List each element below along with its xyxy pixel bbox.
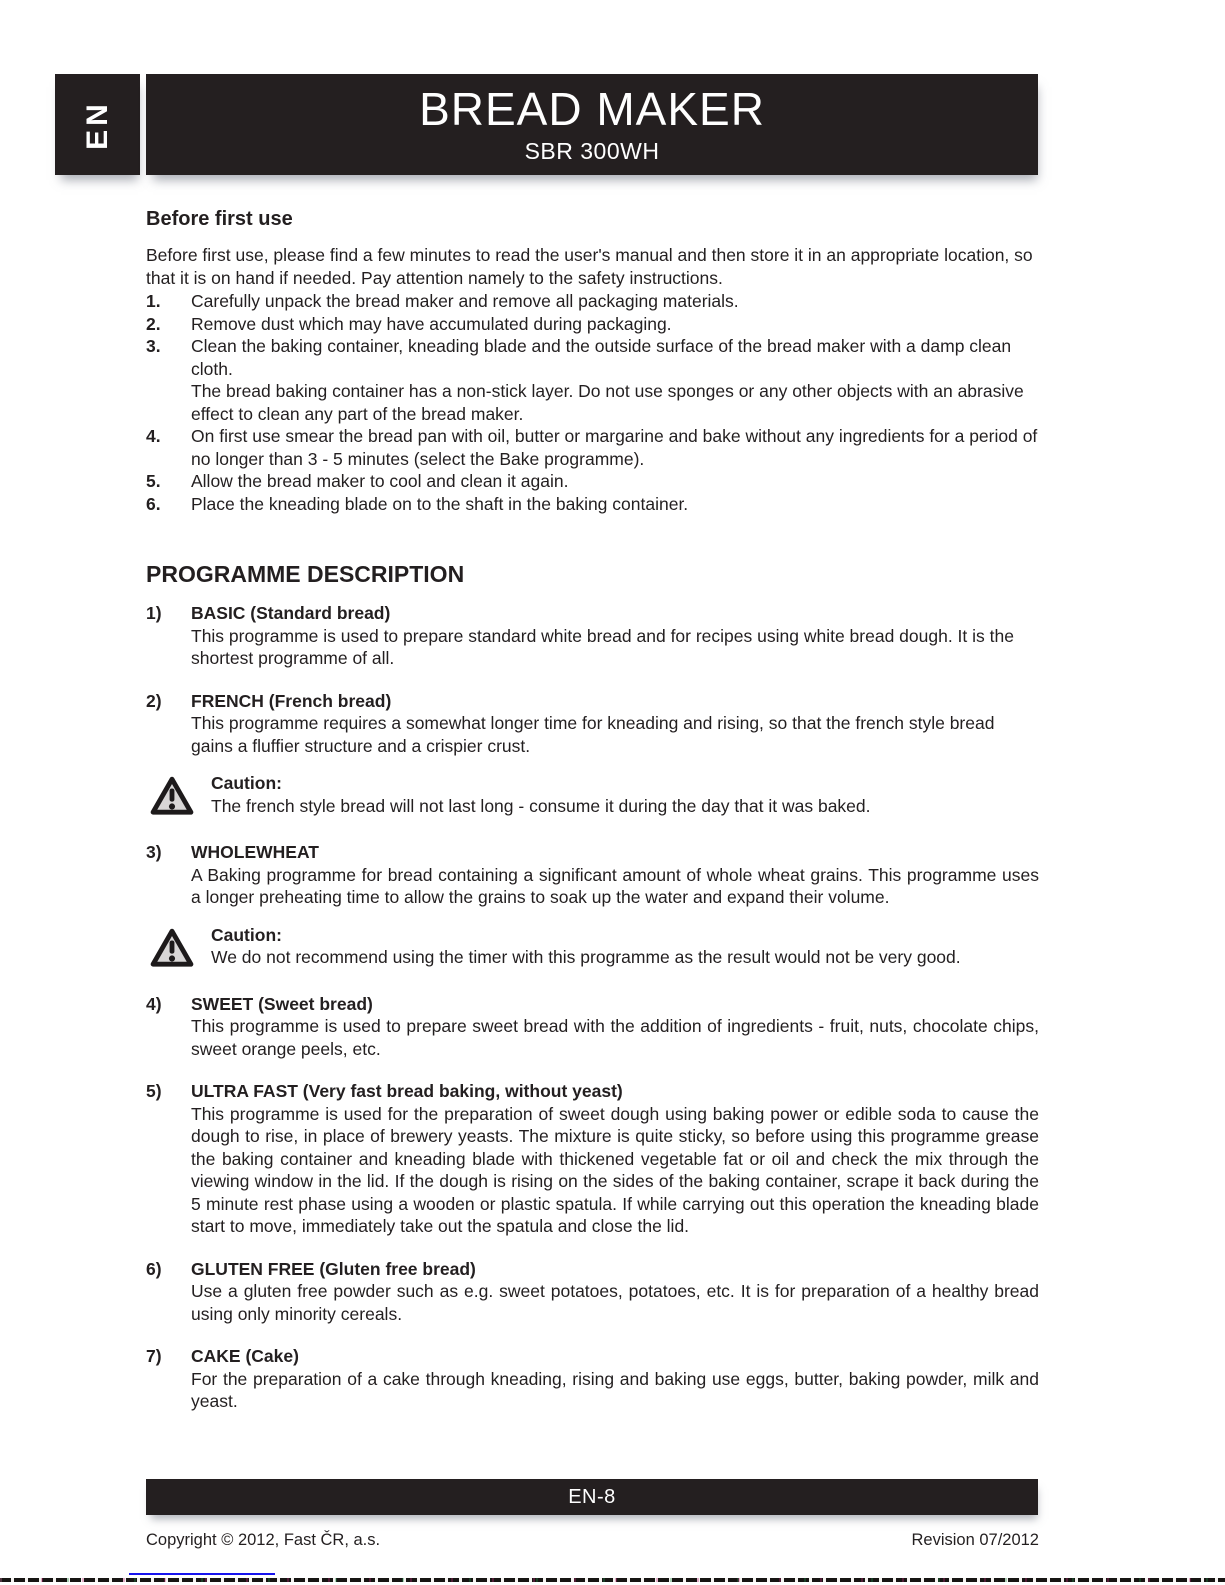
programme-title: BASIC (Standard bread)	[191, 603, 391, 623]
step-item	[146, 335, 1039, 425]
section-heading-programme-description: PROGRAMME DESCRIPTION	[146, 561, 465, 587]
step-item	[146, 425, 1039, 470]
programme-title: SWEET (Sweet bread)	[191, 993, 373, 1014]
caution-block	[150, 772, 1039, 817]
section-heading-before-first-use: Before first use	[146, 208, 293, 230]
programme-number: 6)	[146, 1258, 162, 1279]
step-item	[146, 290, 1039, 313]
programme-title: ULTRA FAST (Very fast bread baking, without yeast)	[191, 1081, 623, 1101]
step-number: 6.	[146, 493, 161, 514]
footer-meta-row	[146, 1531, 1039, 1550]
programme-number: 5)	[146, 1081, 162, 1101]
step-text: Place the kneading blade on to the shaft in the baking container.	[191, 493, 689, 514]
page-content	[146, 200, 1039, 1413]
programme-description: This programme is used for the preparation of sweet dough using baking power or edible soda to cause the dough to rise, in place of brewery yeasts. The mixture is quite sticky, so before using this programme grease the baking container and kneading blade with thickened vegetable fat or oil and check the mix through the viewing window in the lid. If the dough is rising on the sides of the baking container, scrape it back during the 5 minute rest phase using a wooden or plastic spatula. If while carrying out this operation the kneading blade start to move, immediately take out the spatula and close the lid.	[191, 1103, 1039, 1236]
language-tab	[55, 74, 140, 175]
programme-item	[146, 1080, 1039, 1238]
step-number: 5.	[146, 471, 161, 491]
step-number: 1.	[146, 291, 161, 311]
caution-label: Caution:	[211, 773, 282, 793]
caution-label: Caution:	[211, 924, 282, 945]
programme-number: 3)	[146, 842, 162, 862]
caution-block	[150, 924, 1039, 969]
warning-triangle-icon	[150, 927, 194, 968]
programme-number: 4)	[146, 993, 162, 1014]
programme-item	[146, 690, 1039, 758]
step-item	[146, 313, 1039, 336]
step-item	[146, 470, 1039, 493]
programme-title: GLUTEN FREE (Gluten free bread)	[191, 1258, 476, 1279]
step-text: Carefully unpack the bread maker and remove all packaging materials.	[191, 291, 739, 311]
programme-description: A Baking programme for bread containing a significant amount of whole wheat grains. This programme uses a longer preheating time to allow the grains to soak up the water and expand their volume.	[191, 864, 1039, 907]
step-text: Allow the bread maker to cool and clean it again.	[191, 471, 569, 491]
step-item	[146, 493, 1039, 516]
step-number: 3.	[146, 336, 161, 356]
programme-description: Use a gluten free powder such as e.g. sweet potatoes, potatoes, etc. It is for preparation of a healthy bread using only minority cereals.	[191, 1281, 1039, 1324]
page-bottom-dashed-line	[0, 1578, 1225, 1582]
intro-paragraph: Before first use, please find a few minutes to read the user's manual and then store it in an appropriate location, so that it is on hand if needed. Pay attention namely to the safety instructions.	[146, 245, 1033, 288]
product-model: SBR 300WH	[524, 137, 660, 164]
header-banner	[146, 74, 1038, 175]
step-text: Clean the baking container, kneading blade and the outside surface of the bread maker with a damp clean cloth.	[191, 336, 1012, 379]
programme-title: WHOLEWHEAT	[191, 842, 319, 862]
caution-text: We do not recommend using the timer with this programme as the result would not be very good.	[211, 947, 961, 967]
programme-item	[146, 841, 1039, 909]
product-title: BREAD MAKER	[419, 83, 765, 136]
page-number-bar	[146, 1479, 1038, 1515]
step-note: The bread baking container has a non-stick layer. Do not use sponges or any other objects with an abrasive effect to clean any part of the bread maker.	[191, 381, 1024, 424]
programme-item	[146, 1258, 1039, 1326]
programme-title: CAKE (Cake)	[191, 1346, 299, 1366]
warning-triangle-icon	[150, 775, 194, 816]
programme-item	[146, 1345, 1039, 1413]
programme-number: 1)	[146, 603, 162, 623]
programme-item	[146, 993, 1039, 1061]
programme-number: 7)	[146, 1346, 162, 1366]
programme-title: FRENCH (French bread)	[191, 690, 392, 711]
programme-description: This programme requires a somewhat longer time for kneading and rising, so that the french style bread gains a fluffier structure and a crispier crust.	[191, 713, 995, 756]
programme-description: For the preparation of a cake through kneading, rising and baking use eggs, butter, baking powder, milk and yeast.	[191, 1368, 1039, 1411]
step-number: 4.	[146, 426, 161, 446]
step-number: 2.	[146, 313, 161, 334]
programme-description: This programme is used to prepare sweet bread with the addition of ingredients - fruit, nuts, chocolate chips, sweet orange peels, etc.	[191, 1016, 1039, 1059]
step-text: Remove dust which may have accumulated during packaging.	[191, 313, 672, 334]
programme-item	[146, 602, 1039, 670]
revision-text: Revision 07/2012	[911, 1531, 1039, 1549]
copyright-text: Copyright © 2012, Fast ČR, a.s.	[146, 1531, 381, 1549]
link-underline	[129, 1573, 275, 1575]
language-tab-label: EN	[80, 99, 114, 150]
programme-description: This programme is used to prepare standard white bread and for recipes using white bread dough. It is the shortest programme of all.	[191, 625, 1014, 668]
page-number: EN-8	[568, 1485, 616, 1508]
caution-text: The french style bread will not last long - consume it during the day that it was baked.	[211, 795, 871, 816]
programme-number: 2)	[146, 690, 162, 711]
step-text: On first use smear the bread pan with oil, butter or margarine and bake without any ingredients for a period of no longer than 3 - 5 minutes (select the Bake programme).	[191, 426, 1038, 469]
